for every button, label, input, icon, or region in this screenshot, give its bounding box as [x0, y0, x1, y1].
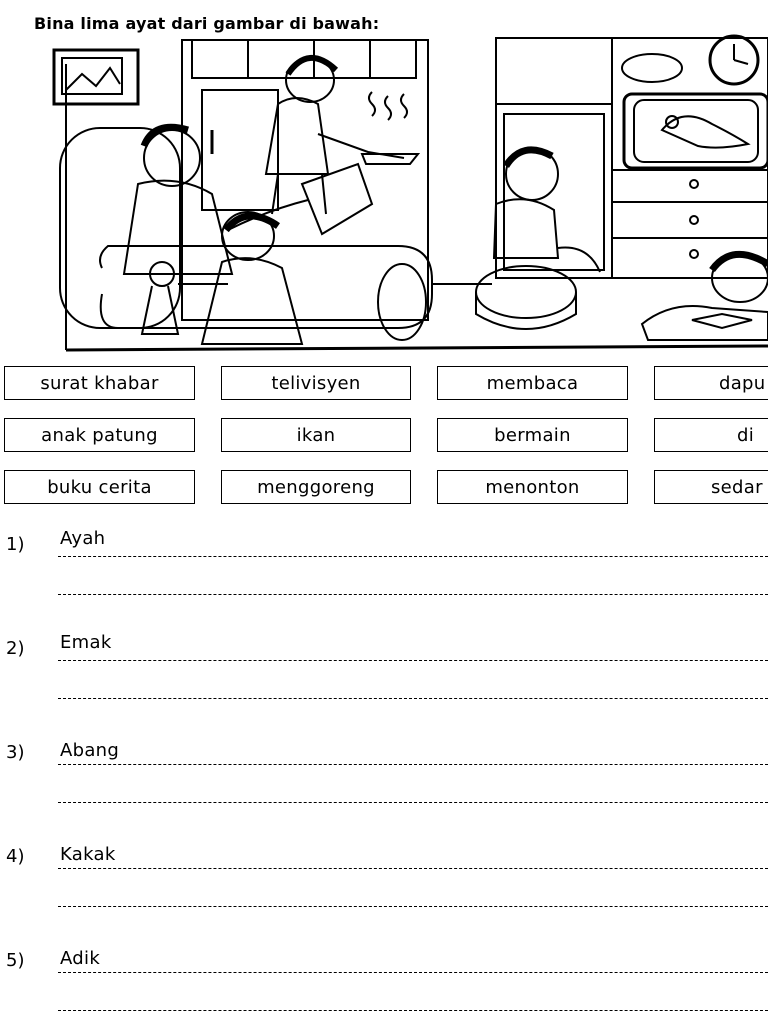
sentence-starter: Ayah	[60, 528, 106, 549]
answer-line[interactable]	[58, 698, 768, 699]
word-box: menggoreng	[221, 470, 411, 504]
answer-line[interactable]	[58, 594, 768, 595]
question-number: 5)	[6, 950, 25, 971]
sentence-starter: Abang	[60, 740, 120, 761]
sentence-starter: Emak	[60, 632, 112, 653]
sentence-starter: Kakak	[60, 844, 116, 865]
sentence-starter: Adik	[60, 948, 101, 969]
girl-with-doll-figure	[142, 212, 302, 344]
question-number: 3)	[6, 742, 25, 763]
family-living-room-illustration	[52, 34, 768, 352]
answer-line[interactable]	[58, 868, 768, 869]
word-box: dapu	[654, 366, 768, 400]
word-box: buku cerita	[4, 470, 195, 504]
mother-figure	[266, 58, 418, 214]
girl-reading-figure	[642, 254, 768, 340]
answer-line[interactable]	[58, 906, 768, 907]
word-box: di	[654, 418, 768, 452]
answer-line[interactable]	[58, 802, 768, 803]
sofa-shape	[60, 128, 432, 340]
question-number: 4)	[6, 846, 25, 867]
father-figure	[124, 127, 372, 274]
word-box: telivisyen	[221, 366, 411, 400]
word-box: ikan	[221, 418, 411, 452]
word-box: membaca	[437, 366, 628, 400]
answer-line[interactable]	[58, 972, 768, 973]
question-number: 2)	[6, 638, 25, 659]
word-box: bermain	[437, 418, 628, 452]
worksheet-instruction: Bina lima ayat dari gambar di bawah:	[34, 14, 380, 33]
answer-line[interactable]	[58, 764, 768, 765]
clock-icon	[710, 36, 758, 84]
word-box: menonton	[437, 470, 628, 504]
boy-on-stool-figure	[476, 148, 600, 329]
question-number: 1)	[6, 534, 25, 555]
television-icon	[624, 94, 768, 168]
answer-line[interactable]	[58, 556, 768, 557]
word-box: sedar	[654, 470, 768, 504]
word-box: surat khabar	[4, 366, 195, 400]
answer-line[interactable]	[58, 660, 768, 661]
word-box: anak patung	[4, 418, 195, 452]
answer-line[interactable]	[58, 1010, 768, 1011]
